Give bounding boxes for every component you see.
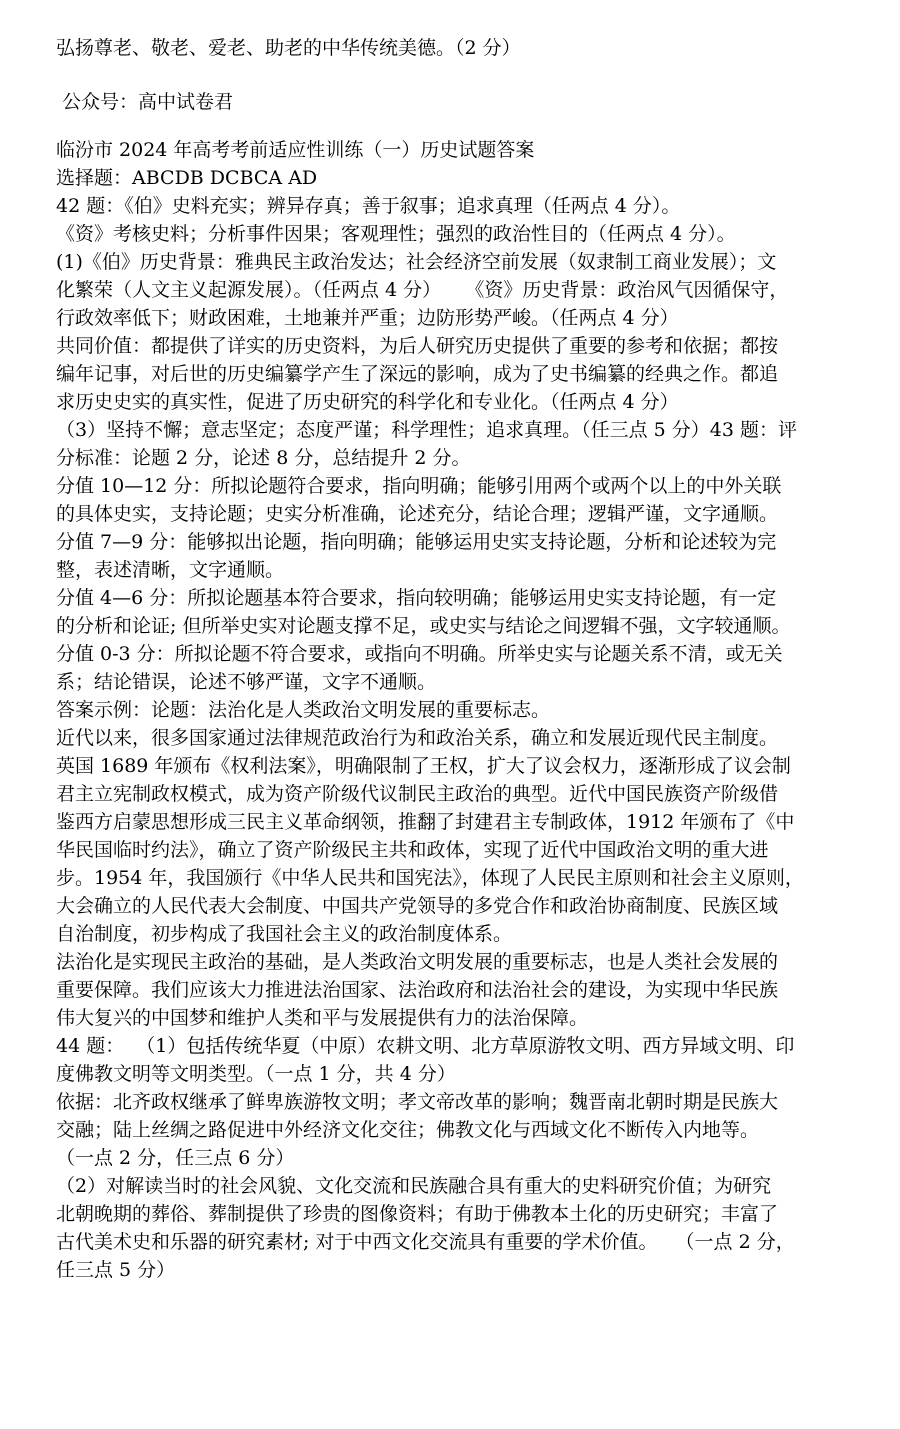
text-line: 42 题：《伯》史料充实；辨异存真；善于叙事；追求真理（任两点 4 分）。	[56, 195, 681, 217]
text-line: 系；结论错误，论述不够严谨，文字不通顺。	[56, 671, 437, 693]
text-line: 大会确立的人民代表大会制度、中国共产党领导的多党合作和政治协商制度、民族区域	[56, 895, 779, 917]
text-line: 重要保障。我们应该大力推进法治国家、法治政府和法治社会的建设，为实现中华民族	[56, 979, 779, 1001]
text-line: （3）坚持不懈；意志坚定；态度严谨；科学理性；追求真理。（任三点 5 分）43 题：评	[56, 419, 797, 441]
text-line: 求历史史实的真实性，促进了历史研究的科学化和专业化。（任两点 4 分）	[56, 391, 679, 413]
text-line: 分标准：论题 2 分，论述 8 分，总结提升 2 分。	[56, 447, 471, 469]
text-line: (1)《伯》历史背景：雅典民主政治发达；社会经济空前发展（奴隶制工商业发展）；文	[56, 251, 777, 273]
text-line: 编年记事，对后世的历史编纂学产生了深远的影响，成为了史书编纂的经典之作。都追	[56, 363, 779, 385]
text-line: 步。1954 年，我国颁行《中华人民共和国宪法》，体现了人民民主原则和社会主义原则，	[56, 867, 804, 889]
text-line: 分值 10—12 分：所拟论题符合要求，指向明确；能够引用两个或两个以上的中外关联	[56, 475, 782, 497]
document-title: 临汾市 2024 年高考考前适应性训练（一）历史试题答案	[56, 139, 535, 161]
text-line: 英国 1689 年颁布《权利法案》，明确限制了王权，扩大了议会权力，逐渐形成了议会制	[56, 755, 791, 777]
intro-line: 弘扬尊老、敬老、爱老、助老的中华传统美德。（2 分）	[56, 37, 521, 59]
text-line: 君主立宪制政权模式，成为资产阶级代议制民主政治的典型。近代中国民族资产阶级借	[56, 783, 779, 805]
text-line: （一点 2 分，任三点 6 分）	[56, 1147, 295, 1169]
text-line: 度佛教文明等文明类型。（一点 1 分，共 4 分）	[56, 1063, 456, 1085]
text-line: 的具体史实，支持论题；史实分析准确，论述充分，结论合理；逻辑严谨，文字通顺。	[56, 503, 779, 525]
text-line: 任三点 5 分）	[56, 1259, 176, 1281]
text-line: 北朝晚期的葬俗、葬制提供了珍贵的图像资料；有助于佛教本土化的历史研究；丰富了	[56, 1203, 779, 1225]
text-line: 依据：北齐政权继承了鲜卑族游牧文明；孝文帝改革的影响；魏晋南北朝时期是民族大	[56, 1091, 779, 1113]
text-line: 近代以来，很多国家通过法律规范政治行为和政治关系，确立和发展近现代民主制度。	[56, 727, 779, 749]
text-line: 分值 0-3 分：所拟论题不符合要求，或指向不明确。所举史实与论题关系不清，或无关	[56, 643, 783, 665]
choice-answers: 选择题：ABCDB DCBCA AD	[56, 167, 318, 189]
text-line: 分值 4—6 分：所拟论题基本符合要求，指向较明确；能够运用史实支持论题，有一定	[56, 587, 777, 609]
text-line: 《资》考核史料；分析事件因果；客观理性；强烈的政治性目的（任两点 4 分）。	[56, 223, 736, 245]
text-line: 交融；陆上丝绸之路促进中外经济文化交往；佛教文化与西域文化不断传入内地等。	[56, 1119, 760, 1141]
text-line: （2）对解读当时的社会风貌、文化交流和民族融合具有重大的史料研究价值；为研究	[56, 1175, 772, 1197]
text-line: 华民国临时约法》，确立了资产阶级民主共和政体，实现了近代中国政治文明的重大进	[56, 839, 769, 861]
text-line: 分值 7—9 分：能够拟出论题，指向明确；能够运用史实支持论题，分析和论述较为完	[56, 531, 777, 553]
text-line: 伟大复兴的中国梦和维护人类和平与发展提供有力的法治保障。	[56, 1007, 589, 1029]
answer-document	[56, 34, 880, 1284]
text-line: 的分析和论证; 但所举史实对论题支撑不足，或史实与结论之间逻辑不强，文字较通顺。	[56, 615, 791, 637]
text-line: 自治制度，初步构成了我国社会主义的政治制度体系。	[56, 923, 513, 945]
text-line: 行政效率低下；财政困难，土地兼并严重；边防形势严峻。（任两点 4 分）	[56, 307, 679, 329]
text-line: 共同价值：都提供了详实的历史资料，为后人研究历史提供了重要的参考和依据；都按	[56, 335, 779, 357]
text-line: 答案示例：论题：法治化是人类政治文明发展的重要标志。	[56, 699, 551, 721]
text-line: 古代美术史和乐器的研究素材; 对于中西文化交流具有重要的学术价值。 （一点 2 分，	[56, 1231, 795, 1253]
text-line: 鉴西方启蒙思想形成三民主义革命纲领，推翻了封建君主专制政体，1912 年颁布了《中	[56, 811, 795, 833]
text-line: 化繁荣（人文主义起源发展）。（任两点 4 分） 《资》历史背景：政治风气因循保守，	[56, 279, 789, 301]
text-line: 法治化是实现民主政治的基础，是人类政治文明发展的重要标志，也是人类社会发展的	[56, 951, 779, 973]
public-account-line: 公众号：高中试卷君	[56, 91, 234, 113]
text-line: 44 题： （1）包括传统华夏（中原）农耕文明、北方草原游牧文明、西方异域文明、印	[56, 1035, 795, 1057]
answer-body	[56, 192, 880, 1284]
text-line: 整，表述清晰，文字通顺。	[56, 559, 285, 581]
